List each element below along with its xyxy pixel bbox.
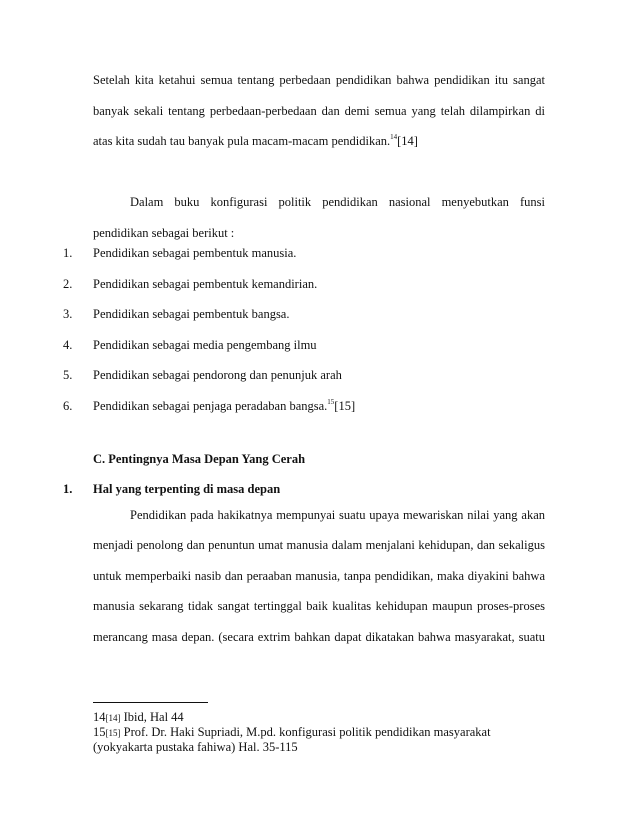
list-number: 2. [63, 277, 73, 291]
paragraph-line: Pendidikan pada hakikatnya mempunyai suatu upaya mewariskan nilai yang akan [130, 508, 545, 522]
paragraph-line: untuk memperbaiki nasib dan peraaban manusia, tanpa pendidikan, maka diyakini bahwa [93, 569, 545, 583]
list-number: 4. [63, 338, 73, 352]
footnote-reference[interactable]: [14] [397, 134, 418, 148]
section-heading: C. Pentingnya Masa Depan Yang Cerah [93, 452, 306, 466]
paragraph-line: Dalam buku konfigurasi politik pendidikan nasional menyebutkan funsi [130, 195, 545, 209]
footnote-text: Ibid, Hal 44 [123, 710, 184, 724]
footnote [93, 725, 491, 740]
footnote-superscript: 14 [390, 133, 398, 141]
footnote-number: 15 [93, 725, 106, 739]
footnote [93, 710, 184, 725]
list-number: 6. [63, 399, 73, 413]
footnote-continuation: (yokyakarta pustaka fahiwa) Hal. 35-115 [93, 740, 298, 754]
list-item: Pendidikan sebagai media pengembang ilmu [93, 338, 317, 352]
paragraph-line [93, 134, 545, 149]
list-item [93, 399, 355, 414]
list-number: 5. [63, 368, 73, 382]
list-item-text: Pendidikan sebagai penjaga peradaban bangsa. [93, 399, 328, 413]
footnote-ref-label[interactable]: [14] [105, 713, 121, 723]
footnote-superscript: 15 [327, 398, 335, 406]
list-item: Pendidikan sebagai pembentuk kemandirian. [93, 277, 318, 291]
footnote-reference[interactable]: [15] [334, 399, 356, 413]
subheading: Hal yang terpenting di masa depan [93, 482, 281, 496]
subheading-number: 1. [63, 482, 73, 496]
paragraph-line: pendidikan sebagai berikut : [93, 226, 235, 240]
footnote-number: 14 [93, 710, 106, 724]
footnote-divider [93, 702, 208, 703]
list-item: Pendidikan sebagai pembentuk bangsa. [93, 307, 290, 321]
paragraph-line: Setelah kita ketahui semua tentang perbedaan pendidikan bahwa pendidikan itu sangat [93, 73, 545, 87]
list-item: Pendidikan sebagai pendorong dan penunjuk arah [93, 368, 342, 382]
list-item: Pendidikan sebagai pembentuk manusia. [93, 246, 297, 260]
paragraph-line: banyak sekali tentang perbedaan-perbedaan dan demi semua yang telah dilampirkan di [93, 104, 545, 118]
paragraph-line: menjadi penolong dan penuntun umat manusia dalam menjalani kehidupan, dan sekaligus [93, 538, 545, 552]
paragraph-line: merancang masa depan. (secara extrim bahkan dapat dikatakan bahwa masyarakat, suatu [93, 630, 545, 644]
paragraph-line: manusia sekarang tidak sangat tertinggal baik kualitas kehidupan maupun proses-proses [93, 599, 545, 613]
list-number: 1. [63, 246, 73, 260]
list-number: 3. [63, 307, 73, 321]
footnote-text: Prof. Dr. Haki Supriadi, M.pd. konfigurasi politik pendidikan masyarakat [123, 725, 491, 739]
paragraph-text: atas kita sudah tau banyak pula macam-macam pendidikan. [93, 134, 391, 148]
footnote-ref-label[interactable]: [15] [105, 728, 121, 738]
